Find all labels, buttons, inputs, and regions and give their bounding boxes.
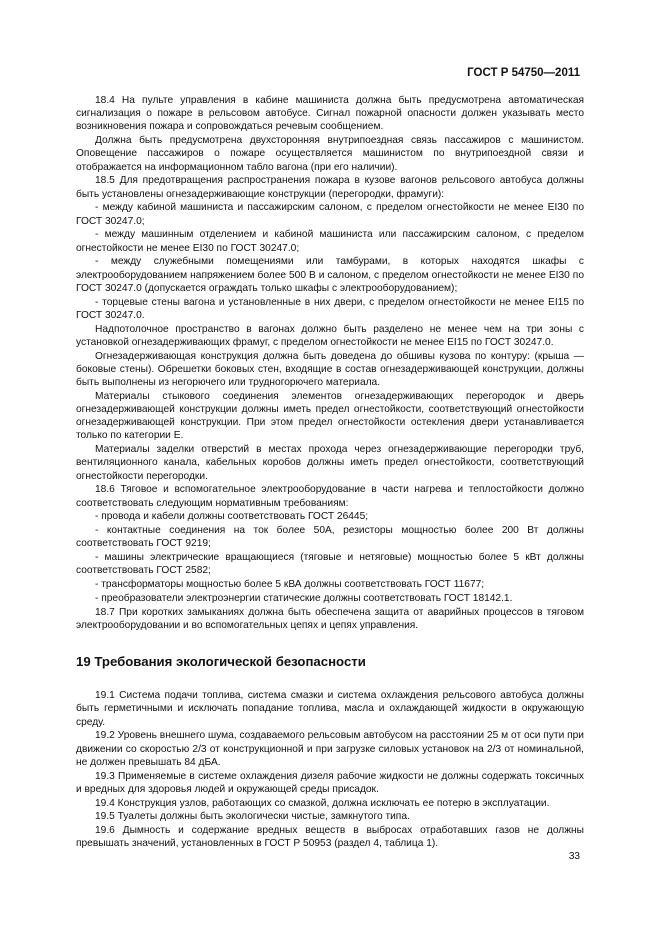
paragraph-18-7: 18.7 При коротких замыканиях должна быть обеспечена защита от аварийных процессов в тяговом электрооборудовании и во вспомогательных цепях и цепях управления. bbox=[76, 606, 584, 632]
paragraph: Должна быть предусмотрена двухсторонняя внутрипоездная связь пассажиров с машинистом. Оповещение пассажиров о пожаре осуществляется машинистом по внутрипоездной связи и отображается на информационном табло вагона (при его наличии). bbox=[76, 135, 584, 173]
document-header: ГОСТ Р 54750—2011 bbox=[467, 67, 580, 79]
paragraph: Огнезадерживающая конструкция должна быть доведена до обшивы кузова по контуру: (крыша — боковые стены). Обрешетки боковых стен, входящие в состав огнезадерживающей конструкции, должны быть выполнены из негорючего или трудногорючего материала. bbox=[76, 350, 584, 389]
section-19 bbox=[76, 689, 584, 850]
paragraph-19-4: 19.4 Конструкция узлов, работающих со смазкой, должна исключать ее потерю в эксплуатации. bbox=[95, 797, 550, 809]
list-item: - провода и кабели должны соответствовать ГОСТ 26445; bbox=[95, 511, 369, 523]
paragraph-18-6: 18.6 Тяговое и вспомогательное электрооборудование в части нагрева и теплостойкости должно соответствовать следующим нормативным требованиям: bbox=[76, 484, 584, 509]
paragraph: Материалы заделки отверстий в местах прохода через огнезадерживающие перегородки труб, вентиляционного канала, кабельных коробов должны иметь предел огнестойкости, соответствующий огнестойкости перегородки. bbox=[76, 444, 584, 482]
paragraph: Надпотолочное пространство в вагонах должно быть разделено не менее чем на три зоны с установкой огнезадерживающих фрамуг, с пределом огнестойкости не менее EI15 по ГОСТ 30247.0. bbox=[76, 323, 584, 348]
paragraph-19-2: 19.2 Уровень внешнего шума, создаваемого рельсовым автобусом на расстоянии 25 м от оси пути при движении со скоростью 2/3 от конструкционной и при загрузке силовых установок на 2/3 от номинальной, не должен превышать 84 дБА. bbox=[76, 730, 584, 768]
list-item: - контактные соединения на ток более 50А, резисторы мощностью более 200 Вт должны соответствовать ГОСТ 9219; bbox=[76, 525, 584, 550]
page-number: 33 bbox=[568, 851, 580, 862]
paragraph-19-3: 19.3 Применяемые в системе охлаждения дизеля рабочие жидкости не должны содержать токсичных и вредных для здоровья людей и окружающей среды присадок. bbox=[76, 770, 584, 795]
paragraph: Материалы стыкового соединения элементов огнезадерживающих перегородок и дверь огнезадерживающей конструкции должны иметь предел огнестойкости, соответствующий огнестойкости огнезадерживающей конструкции. При этом предел огнестойкости остекления двери устанавливается только по категории Е. bbox=[76, 390, 584, 442]
list-item: - между служебными помещениями или тамбурами, в которых находятся шкафы с электрооборудованием напряжением более 500 В и салоном, с пределом огнестойкости не менее EI30 по ГОСТ 30247.0 (допускается ограждать только шкафы с электрооборудованием); bbox=[76, 256, 584, 294]
paragraph-19-6: 19.6 Дымность и содержание вредных веществ в выбросах отработавших газов не должны превышать значений, установленных в ГОСТ Р 50953 (раздел 4, таблица 1). bbox=[76, 825, 584, 850]
list-item: - трансформаторы мощностью более 5 кВА должны соответствовать ГОСТ 11677; bbox=[95, 579, 485, 591]
list-item: - между кабиной машиниста и пассажирским салоном, с пределом огнестойкости не менее EI30 по ГОСТ 30247.0; bbox=[76, 202, 584, 227]
paragraph-19-5: 19.5 Туалеты должны быть экологически чистые, замкнутого типа. bbox=[95, 811, 410, 823]
list-item: - торцевые стены вагона и установленные в них двери, с пределом огнестойкости не менее EI15 по ГОСТ 30247.0. bbox=[76, 296, 584, 321]
list-item: - преобразователи электроэнергии статические должны соответствовать ГОСТ 18142.1. bbox=[95, 593, 513, 605]
paragraph-18-5: 18.5 Для предотвращения распространения пожара в кузове вагонов рельсового автобуса должны быть установлены огнезадерживающие конструкции (перегородки, фрамуги): bbox=[76, 175, 584, 200]
list-item: - между машинным отделением и кабиной машиниста или пассажирским салоном, с пределом огнестойкости не менее EI30 по ГОСТ 30247.0; bbox=[76, 229, 584, 254]
paragraph-19-1: 19.1 Система подачи топлива, система смазки и система охлаждения рельсового автобуса должны быть герметичными и исключать попадание топлива, масла и охлаждающей жидкости в окружающую среду. bbox=[76, 690, 584, 728]
section-18 bbox=[76, 94, 584, 632]
paragraph-18-4: 18.4 На пульте управления в кабине машиниста должна быть предусмотрена автоматическая сигнализация о пожаре в рельсовом автобусе. Сигнал пожарной опасности должен указывать место возникновения пожара и сопровождаться речевым сообщением. bbox=[76, 95, 584, 133]
list-item: - машины электрические вращающиеся (тяговые и нетяговые) мощностью более 5 кВт должны соответствовать ГОСТ 2582; bbox=[76, 552, 584, 577]
section-heading: 19 Требования экологической безопасности bbox=[76, 654, 366, 670]
page-body bbox=[76, 94, 584, 851]
